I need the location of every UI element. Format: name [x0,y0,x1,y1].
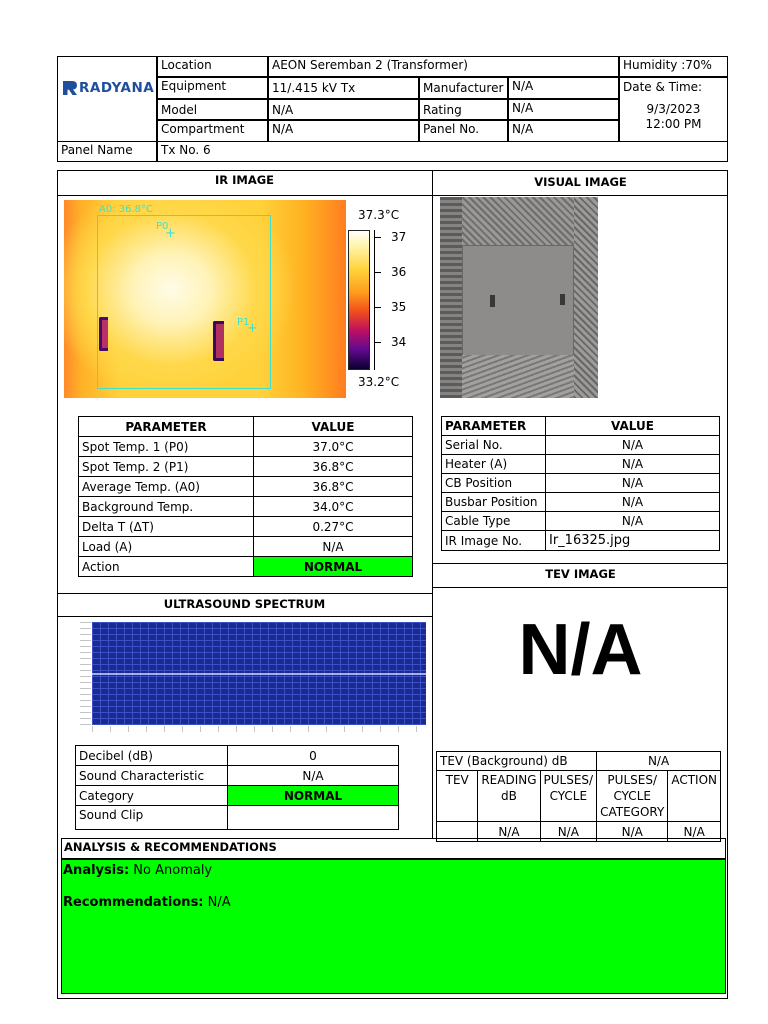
analysis-line [63,863,212,878]
us-label: Decibel (dB) [76,746,228,766]
ir-area-box [97,215,271,389]
panel-name-value: Tx No. 6 [157,141,728,162]
equip-param-label: CB Position [442,474,546,493]
manufacturer-label: Manufacturer [419,77,508,99]
equip-param-label: IR Image No. [442,531,546,551]
ir-param-value: 36.8°C [254,477,413,497]
tev-col-header: READING dB [478,771,540,822]
analysis-panel [61,859,726,994]
ir-parameter-table [78,416,413,577]
ir-thermal-image [64,200,346,398]
tev-background-value: N/A [597,752,721,771]
logo-text: RADYANA [79,80,155,96]
ir-param-label: Background Temp. [79,497,254,517]
panel-no-value: N/A [508,120,619,142]
rating-value: N/A [508,99,619,120]
spectrum-x-ticks [92,726,426,732]
date-value: 9/3/2023 [646,102,701,116]
ir-image-title: IR IMAGE [214,173,275,187]
ultrasound-spectrum-plot [80,620,430,734]
location-value: AEON Seremban 2 (Transformer) [268,56,619,77]
ir-scale-label-34: 34 [391,335,407,349]
visual-image-title: VISUAL IMAGE [534,175,627,189]
ir-param-value: N/A [254,537,413,557]
equipment-parameter-table [441,416,720,551]
equip-param-value: N/A [546,436,720,455]
datetime-label: Date & Time: [623,80,703,94]
ir-handle-left [99,317,108,351]
equipment-value: 11/.415 kV Tx [268,77,419,99]
ir-param-label: Spot Temp. 1 (P0) [79,437,254,457]
ir-scale-max: 37.3°C [358,208,400,222]
tev-col-header: ACTION [668,771,721,822]
tev-cell: N/A [478,822,540,842]
equip-param-header: PARAMETER [442,417,546,436]
model-label: Model [157,99,268,120]
ir-scale-axis [374,230,375,370]
location-label: Location [157,56,268,77]
equip-param-value: N/A [546,455,720,474]
ir-scale-tick-36 [374,272,381,273]
analysis-title-box [61,838,726,859]
radyana-logo-icon [62,80,78,96]
equip-param-label: Busbar Position [442,493,546,512]
visual-photo [440,197,598,398]
ir-scale-label-37: 37 [391,230,407,244]
ir-param-value: 36.8°C [254,457,413,477]
tev-background-label: TEV (Background) dB [437,752,597,771]
recommendations-line [63,895,231,910]
logo-area [57,56,157,142]
panel-name-label: Panel Name [57,141,157,162]
ir-param-value: 37.0°C [254,437,413,457]
manufacturer-value: N/A [508,77,619,99]
us-category-status: NORMAL [228,786,399,806]
ir-scale-tick-35 [374,307,381,308]
equip-param-label: Cable Type [442,512,546,531]
tev-cell: N/A [597,822,668,842]
equipment-label: Equipment [157,77,268,99]
compartment-label: Compartment [157,120,268,142]
photo-handle-right [560,294,565,305]
ir-param-value: 0.27°C [254,517,413,537]
panel-no-label: Panel No. [419,120,508,142]
ir-param-label: Action [79,557,254,577]
rating-label: Rating [419,99,508,120]
ir-p1-label: P1 [237,317,250,328]
ir-scale-label-35: 35 [391,300,407,314]
us-title-rule-top [57,593,432,594]
tev-col-header: PULSES/ CYCLE [540,771,597,822]
ir-p1-crosshair-icon: + [247,321,258,336]
tev-title-rule-top [432,563,728,564]
vertical-divider [432,170,433,838]
tev-image-title: TEV IMAGE [545,567,616,581]
ir-action-status: NORMAL [254,557,413,577]
spectrum-y-ticks [80,622,91,725]
equip-param-label: Serial No. [442,436,546,455]
us-label: Category [76,786,228,806]
us-label: Sound Characteristic [76,766,228,786]
equip-param-value: N/A [546,493,720,512]
tev-table [436,751,721,842]
ir-scale-bar [348,230,370,370]
photo-handle-left [490,295,495,307]
ir-p0-crosshair-icon: + [165,226,176,241]
spectrum-baseline [92,673,426,675]
ir-value-header: VALUE [254,417,413,437]
ultrasound-table [75,745,399,830]
tev-cell: N/A [668,822,721,842]
us-title-rule-bottom [57,616,432,617]
ir-p0-label: P0 [156,221,169,232]
ir-param-label: Delta T (ΔT) [79,517,254,537]
ir-scale-label-36: 36 [391,265,407,279]
ir-param-value: 34.0°C [254,497,413,517]
equip-value-header: VALUE [546,417,720,436]
model-value: N/A [268,99,419,120]
analysis-value: No Anomaly [133,863,213,878]
ir-param-label: Average Temp. (A0) [79,477,254,497]
equip-param-value: N/A [546,474,720,493]
tev-cell: N/A [540,822,597,842]
ir-area-label: A0: 36.8°C [99,204,153,215]
compartment-value: N/A [268,120,419,142]
photo-door [462,245,574,373]
time-value: 12:00 PM [645,117,702,131]
photo-left-column [440,197,462,398]
photo-right-column [574,197,598,398]
analysis-title: ANALYSIS & RECOMMENDATIONS [64,840,277,854]
us-value: N/A [228,766,399,786]
ir-scale-min: 33.2°C [358,375,400,389]
analysis-label: Analysis: [63,863,130,878]
tev-col-header: TEV [437,771,478,822]
tev-na-placeholder: N/A [518,610,643,690]
equip-param-label: Heater (A) [442,455,546,474]
ir-title-rule [57,195,728,196]
recommendations-label: Recommendations: [63,895,204,910]
equip-param-value: N/A [546,512,720,531]
ir-handle-right [213,321,224,361]
ultrasound-spectrum-title: ULTRASOUND SPECTRUM [163,597,326,611]
us-sound-clip [228,806,399,830]
tev-col-header: PULSES/ CYCLE CATEGORY [597,771,668,822]
us-label: Sound Clip [76,806,228,830]
ir-param-label: Load (A) [79,537,254,557]
ir-scale-tick-34 [374,342,381,343]
ir-image-filename: Ir_16325.jpg [546,531,720,551]
ir-param-header: PARAMETER [79,417,254,437]
ir-scale-tick-37 [374,237,381,238]
us-value: 0 [228,746,399,766]
tev-title-rule-bottom [432,587,728,588]
humidity-value: Humidity :70% [619,56,728,77]
photo-bottom-vent [462,355,574,398]
ir-param-label: Spot Temp. 2 (P1) [79,457,254,477]
recommendations-value: N/A [207,895,231,910]
datetime-block [619,77,728,142]
